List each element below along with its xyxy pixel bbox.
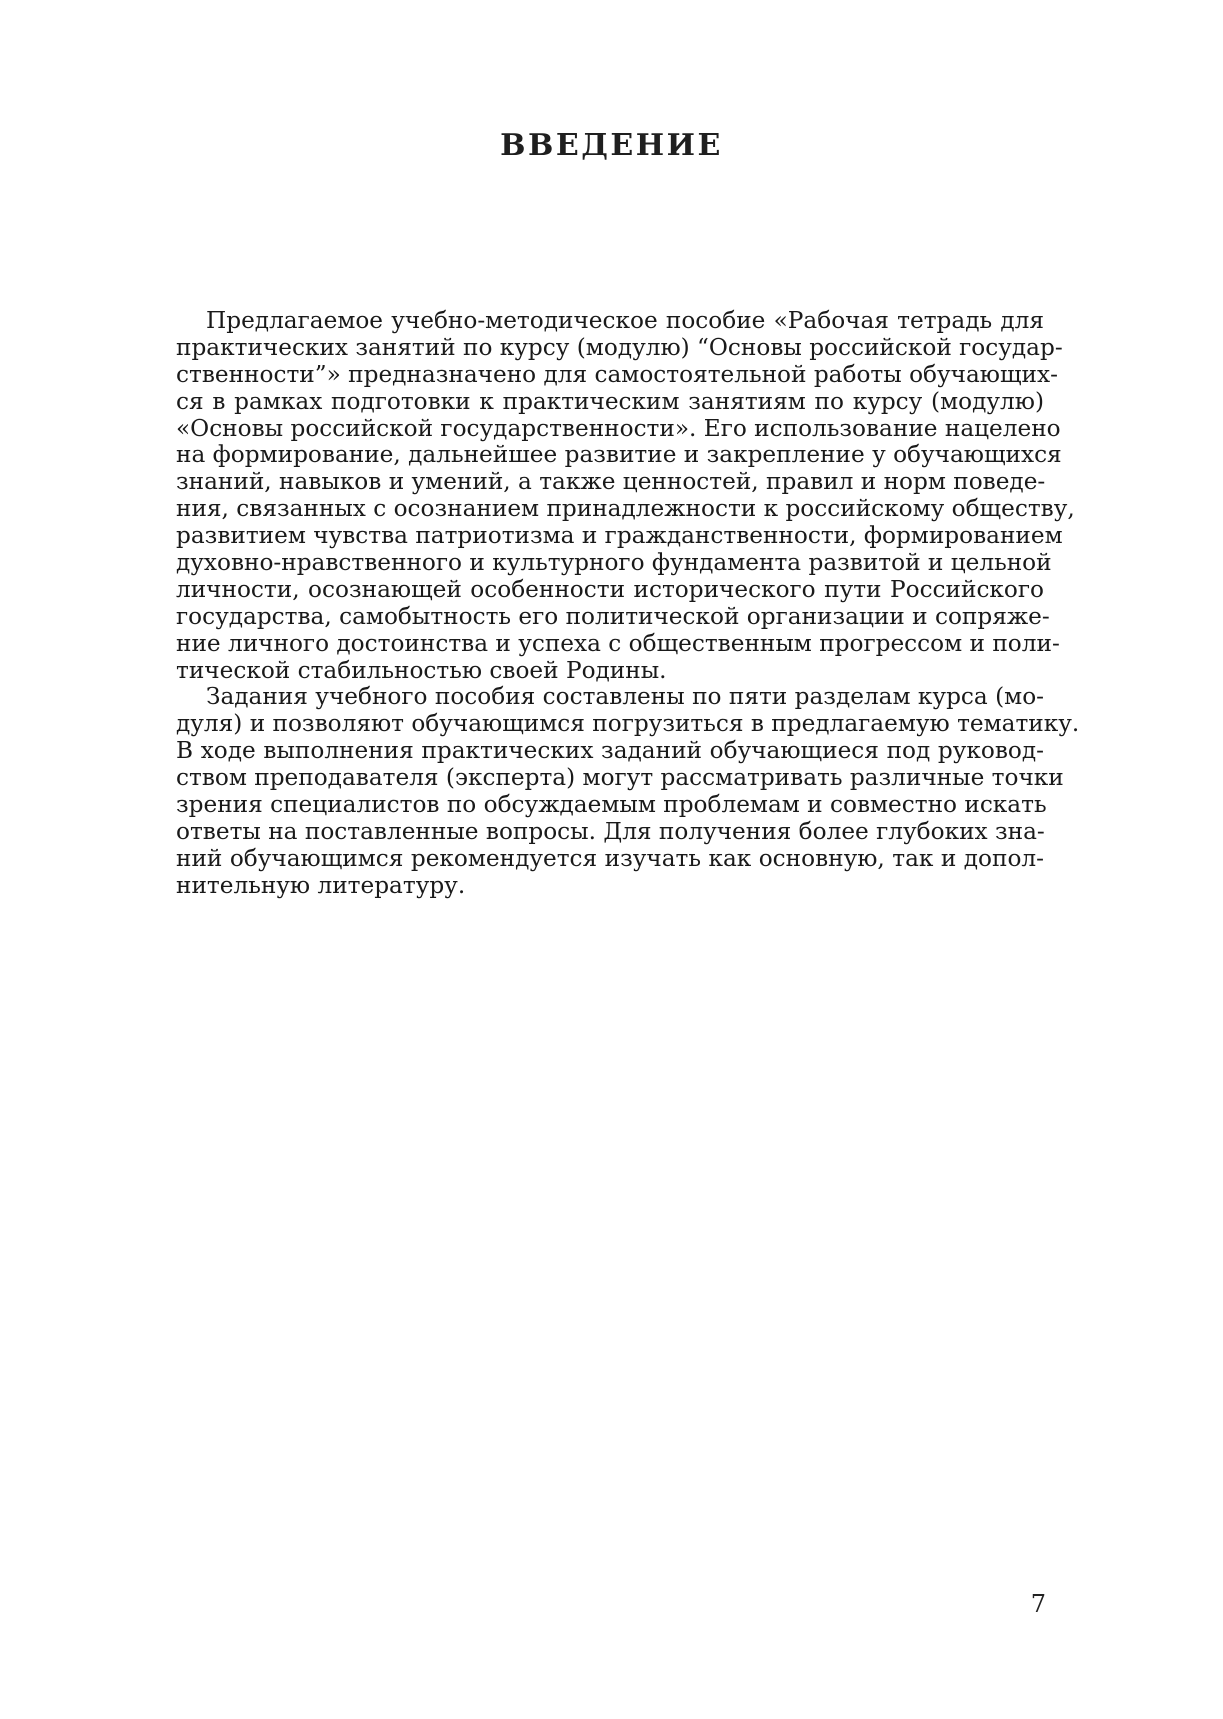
text-line: ний обучающимся рекомендуется изучать как основную, так и допол- bbox=[176, 844, 1044, 872]
text-line: ством преподавателя (эксперта) могут рассматривать различные точки bbox=[176, 764, 1064, 792]
text-line: зрения специалистов по обсуждаемым проблемам и совместно искать bbox=[176, 791, 1047, 819]
paragraph-1 bbox=[176, 307, 1075, 684]
text-line: нительную литературу. bbox=[176, 871, 466, 899]
text-line: государства, самобытность его политической организации и сопряже- bbox=[176, 602, 1050, 630]
text-line: тической стабильностью своей Родины. bbox=[176, 656, 667, 684]
text-line: практических занятий по курсу (модулю) “Основы российской государ- bbox=[176, 333, 1063, 361]
text-line: ственности”» предназначено для самостоятельной работы обучающих- bbox=[176, 360, 1058, 388]
body-text bbox=[176, 307, 1080, 900]
text-line: ние личного достоинства и успеха с общественным прогрессом и поли- bbox=[176, 629, 1060, 657]
text-line: духовно-нравственного и культурного фундамента развитой и цельной bbox=[176, 549, 1052, 577]
text-line: В ходе выполнения практических заданий обучающиеся под руковод- bbox=[176, 737, 1044, 765]
page-number: 7 bbox=[1030, 1590, 1046, 1618]
text-line: знаний, навыков и умений, а также ценностей, правил и норм поведе- bbox=[176, 468, 1046, 496]
text-line: ния, связанных с осознанием принадлежности к российскому обществу, bbox=[176, 495, 1075, 523]
text-line: Предлагаемое учебно-методическое пособие «Рабочая тетрадь для bbox=[206, 307, 1044, 334]
paragraph-2 bbox=[176, 683, 1080, 899]
text-line: развитием чувства патриотизма и гражданственности, формированием bbox=[176, 522, 1063, 550]
text-line: Задания учебного пособия составлены по пяти разделам курса (мо- bbox=[206, 683, 1044, 711]
text-line: «Основы российской государственности». Его использование нацелено bbox=[176, 414, 1061, 442]
text-line: ответы на поставленные вопросы. Для получения более глубоких зна- bbox=[176, 817, 1045, 845]
text-line: ся в рамках подготовки к практическим занятиям по курсу (модулю) bbox=[176, 387, 1044, 415]
text-line: дуля) и позволяют обучающимся погрузиться в предлагаемую тематику. bbox=[176, 710, 1080, 738]
page-title: ВВЕДЕНИЕ bbox=[500, 128, 723, 163]
text-line: на формирование, дальнейшее развитие и закрепление у обучающихся bbox=[176, 441, 1062, 469]
text-line: личности, осознающей особенности исторического пути Российского bbox=[176, 575, 1044, 603]
